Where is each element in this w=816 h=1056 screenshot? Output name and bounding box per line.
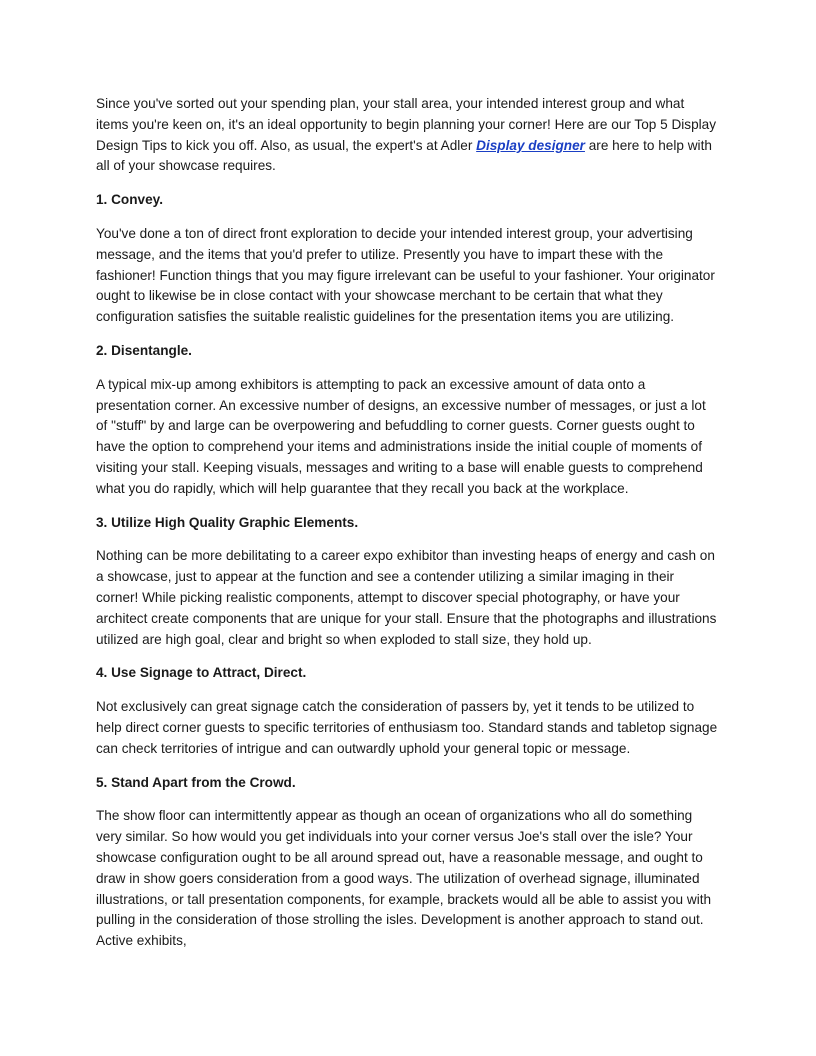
intro-paragraph: [96, 94, 720, 177]
section-1-body: You've done a ton of direct front exploration to decide your intended interest group, your advertising message, and the items that you'd prefer to utilize. Presently you have to impart these with the fashioner! Function things that you may figure irrelevant can be useful to your fashioner. Your originator ought to likewise be in close contact with your showcase merchant to be certain that what they configuration satisfies the suitable realistic guidelines for the presentation items you are utilizing.: [96, 225, 715, 325]
section-3-heading: 3. Utilize High Quality Graphic Elements.: [96, 514, 359, 530]
document-page: [96, 94, 720, 965]
section-4-body: Not exclusively can great signage catch the consideration of passers by, yet it tends to be utilized to help direct corner guests to specific territories of enthusiasm too. Standard stands and tabletop signage can check territories of intrigue and can outwardly uphold your general topic or message.: [96, 699, 718, 756]
intro-text-after-link: are here to help with all of your showcase requires.: [96, 137, 712, 174]
section-2-heading: 2. Disentangle.: [96, 342, 192, 358]
section-5-body: The show floor can intermittently appear as though an ocean of organizations who all do something very similar. So how would you get individuals into your corner versus Joe's stall over the isle? Your showcase configuration ought to be all around spread out, have a reasonable message, and ought to draw in show goers consideration from a good ways. The utilization of overhead signage, illuminated illustrations, or tall presentation components, for example, brackets would all be able to assist you with pulling in the consideration of those strolling the isles. Development is another approach to stand out. Active exhibits,: [96, 808, 712, 949]
section-2-body: A typical mix-up among exhibitors is attempting to pack an excessive amount of data onto a presentation corner. An excessive number of designs, an excessive number of messages, or just a lot of "stuff" by and large can be overpowering and befuddling to corner guests. Corner guests ought to have the option to comprehend your items and administrations inside the initial couple of moments of visiting your stall. Keeping visuals, messages and writing to a base will enable guests to comprehend what you do rapidly, which will help guarantee that they recall you back at the workplace.: [96, 376, 706, 496]
section-4-heading: 4. Use Signage to Attract, Direct.: [96, 665, 307, 681]
section-1-heading: 1. Convey.: [96, 192, 163, 208]
section-5-heading: 5. Stand Apart from the Crowd.: [96, 774, 296, 790]
intro-text-before-link: Since you've sorted out your spending plan, your stall area, your intended interest group and what items you're keen on, it's an ideal opportunity to begin planning your corner! Here are our Top 5 Display Design Tips to kick you off. Also, as usual, the expert's at Adler: [96, 96, 717, 153]
display-designer-link[interactable]: Display designer: [476, 137, 585, 153]
section-3-body: Nothing can be more debilitating to a career expo exhibitor than investing heaps of energy and cash on a showcase, just to appear at the function and see a contender utilizing a similar imaging in their corner! While picking realistic components, attempt to discover special photography, or have your architect create components that are unique for your stall. Ensure that the photographs and illustrations utilized are high goal, clear and bright so when exploded to stall size, they hold up.: [96, 548, 717, 647]
